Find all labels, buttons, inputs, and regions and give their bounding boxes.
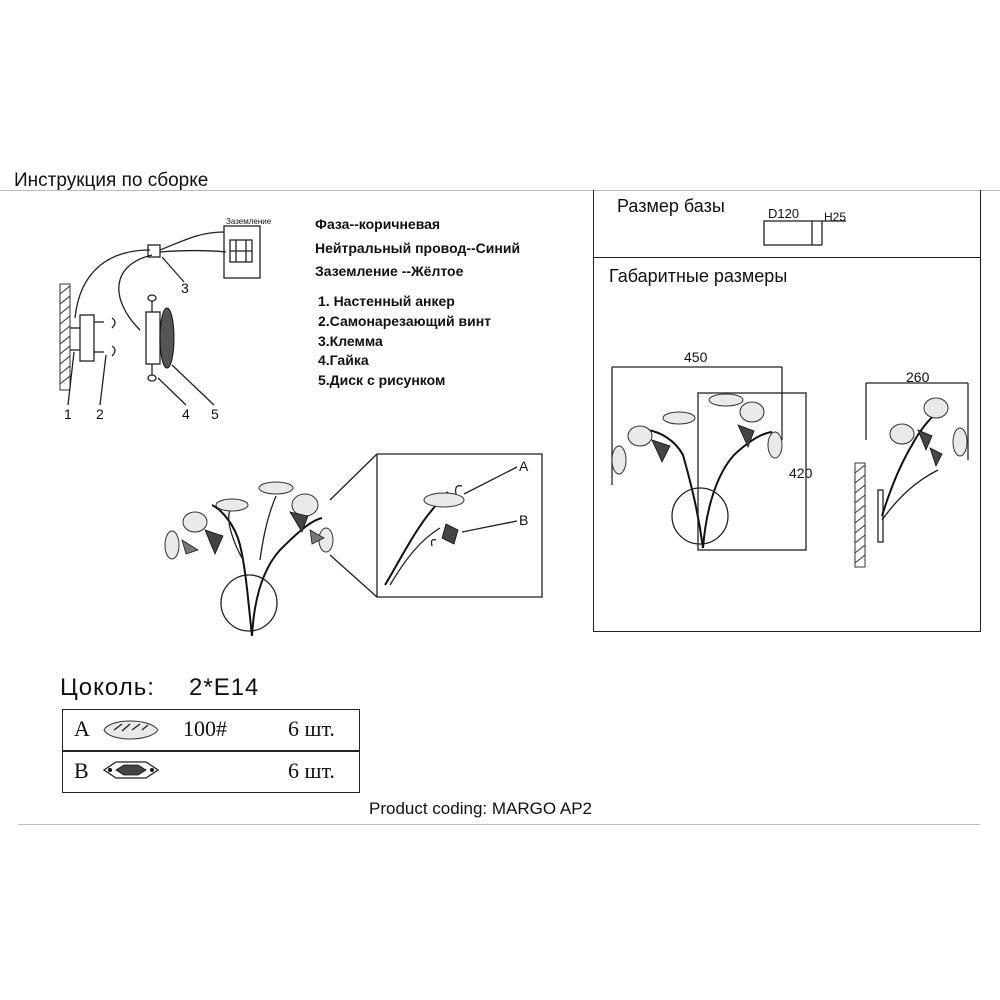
- base-size-title: Размер базы: [617, 196, 725, 216]
- overall-depth: 260: [906, 369, 930, 385]
- wall-hatch: [60, 284, 70, 390]
- callout-2: 2: [96, 406, 104, 422]
- wall-bracket: [70, 315, 115, 361]
- center-lamp-drawing: [165, 482, 333, 636]
- wire-neutral: Нейтральный провод--Синий: [315, 240, 521, 256]
- page-title: Инструкция по сборке: [14, 170, 209, 191]
- overall-title: Габаритные размеры: [609, 266, 788, 286]
- part-a-icon: [104, 721, 158, 739]
- socket-value: 2*E14: [189, 674, 260, 701]
- table-row-b-letter: B: [74, 758, 89, 783]
- callout-leaders: [68, 257, 214, 405]
- mounting-plate: [146, 295, 174, 381]
- overall-width: 450: [684, 349, 708, 365]
- overall-height: 420: [789, 465, 813, 481]
- callout-3: 3: [181, 280, 189, 296]
- wire-ground: Заземление --Жёлтое: [315, 263, 464, 279]
- table-row-a-code: 100#: [183, 716, 227, 741]
- terminal-block: [224, 226, 260, 278]
- part-5: 5.Диск с рисунком: [318, 372, 446, 388]
- table-row-b-qty: 6 шт.: [288, 758, 335, 783]
- detail-label-a: A: [519, 458, 529, 474]
- base-size-drawing: [764, 221, 846, 245]
- part-2: 2.Самонарезающий винт: [318, 313, 492, 329]
- callout-1: 1: [64, 406, 72, 422]
- part-4: 4.Гайка: [318, 352, 369, 368]
- part-b-icon: [104, 762, 158, 778]
- table-row-a-qty: 6 шт.: [288, 716, 335, 741]
- terminal-ground-label: Заземление: [226, 217, 272, 226]
- part-1: 1. Настенный анкер: [318, 293, 455, 309]
- overall-front-drawing: [612, 367, 806, 550]
- table-row-a-letter: A: [74, 716, 90, 741]
- callout-4: 4: [182, 406, 190, 422]
- base-diameter: D120: [768, 206, 800, 221]
- callout-5: 5: [211, 406, 219, 422]
- overall-side-drawing: [855, 383, 968, 567]
- part-3: 3.Клемма: [318, 333, 383, 349]
- product-coding: Product coding: MARGO AP2: [369, 799, 592, 818]
- base-height: H25: [824, 210, 847, 224]
- detail-callout: [330, 454, 542, 597]
- wiring-cables: [75, 232, 226, 330]
- socket-label: Цоколь:: [60, 674, 155, 701]
- detail-label-b: B: [519, 512, 529, 528]
- wire-phase: Фаза--коричневая: [315, 216, 441, 232]
